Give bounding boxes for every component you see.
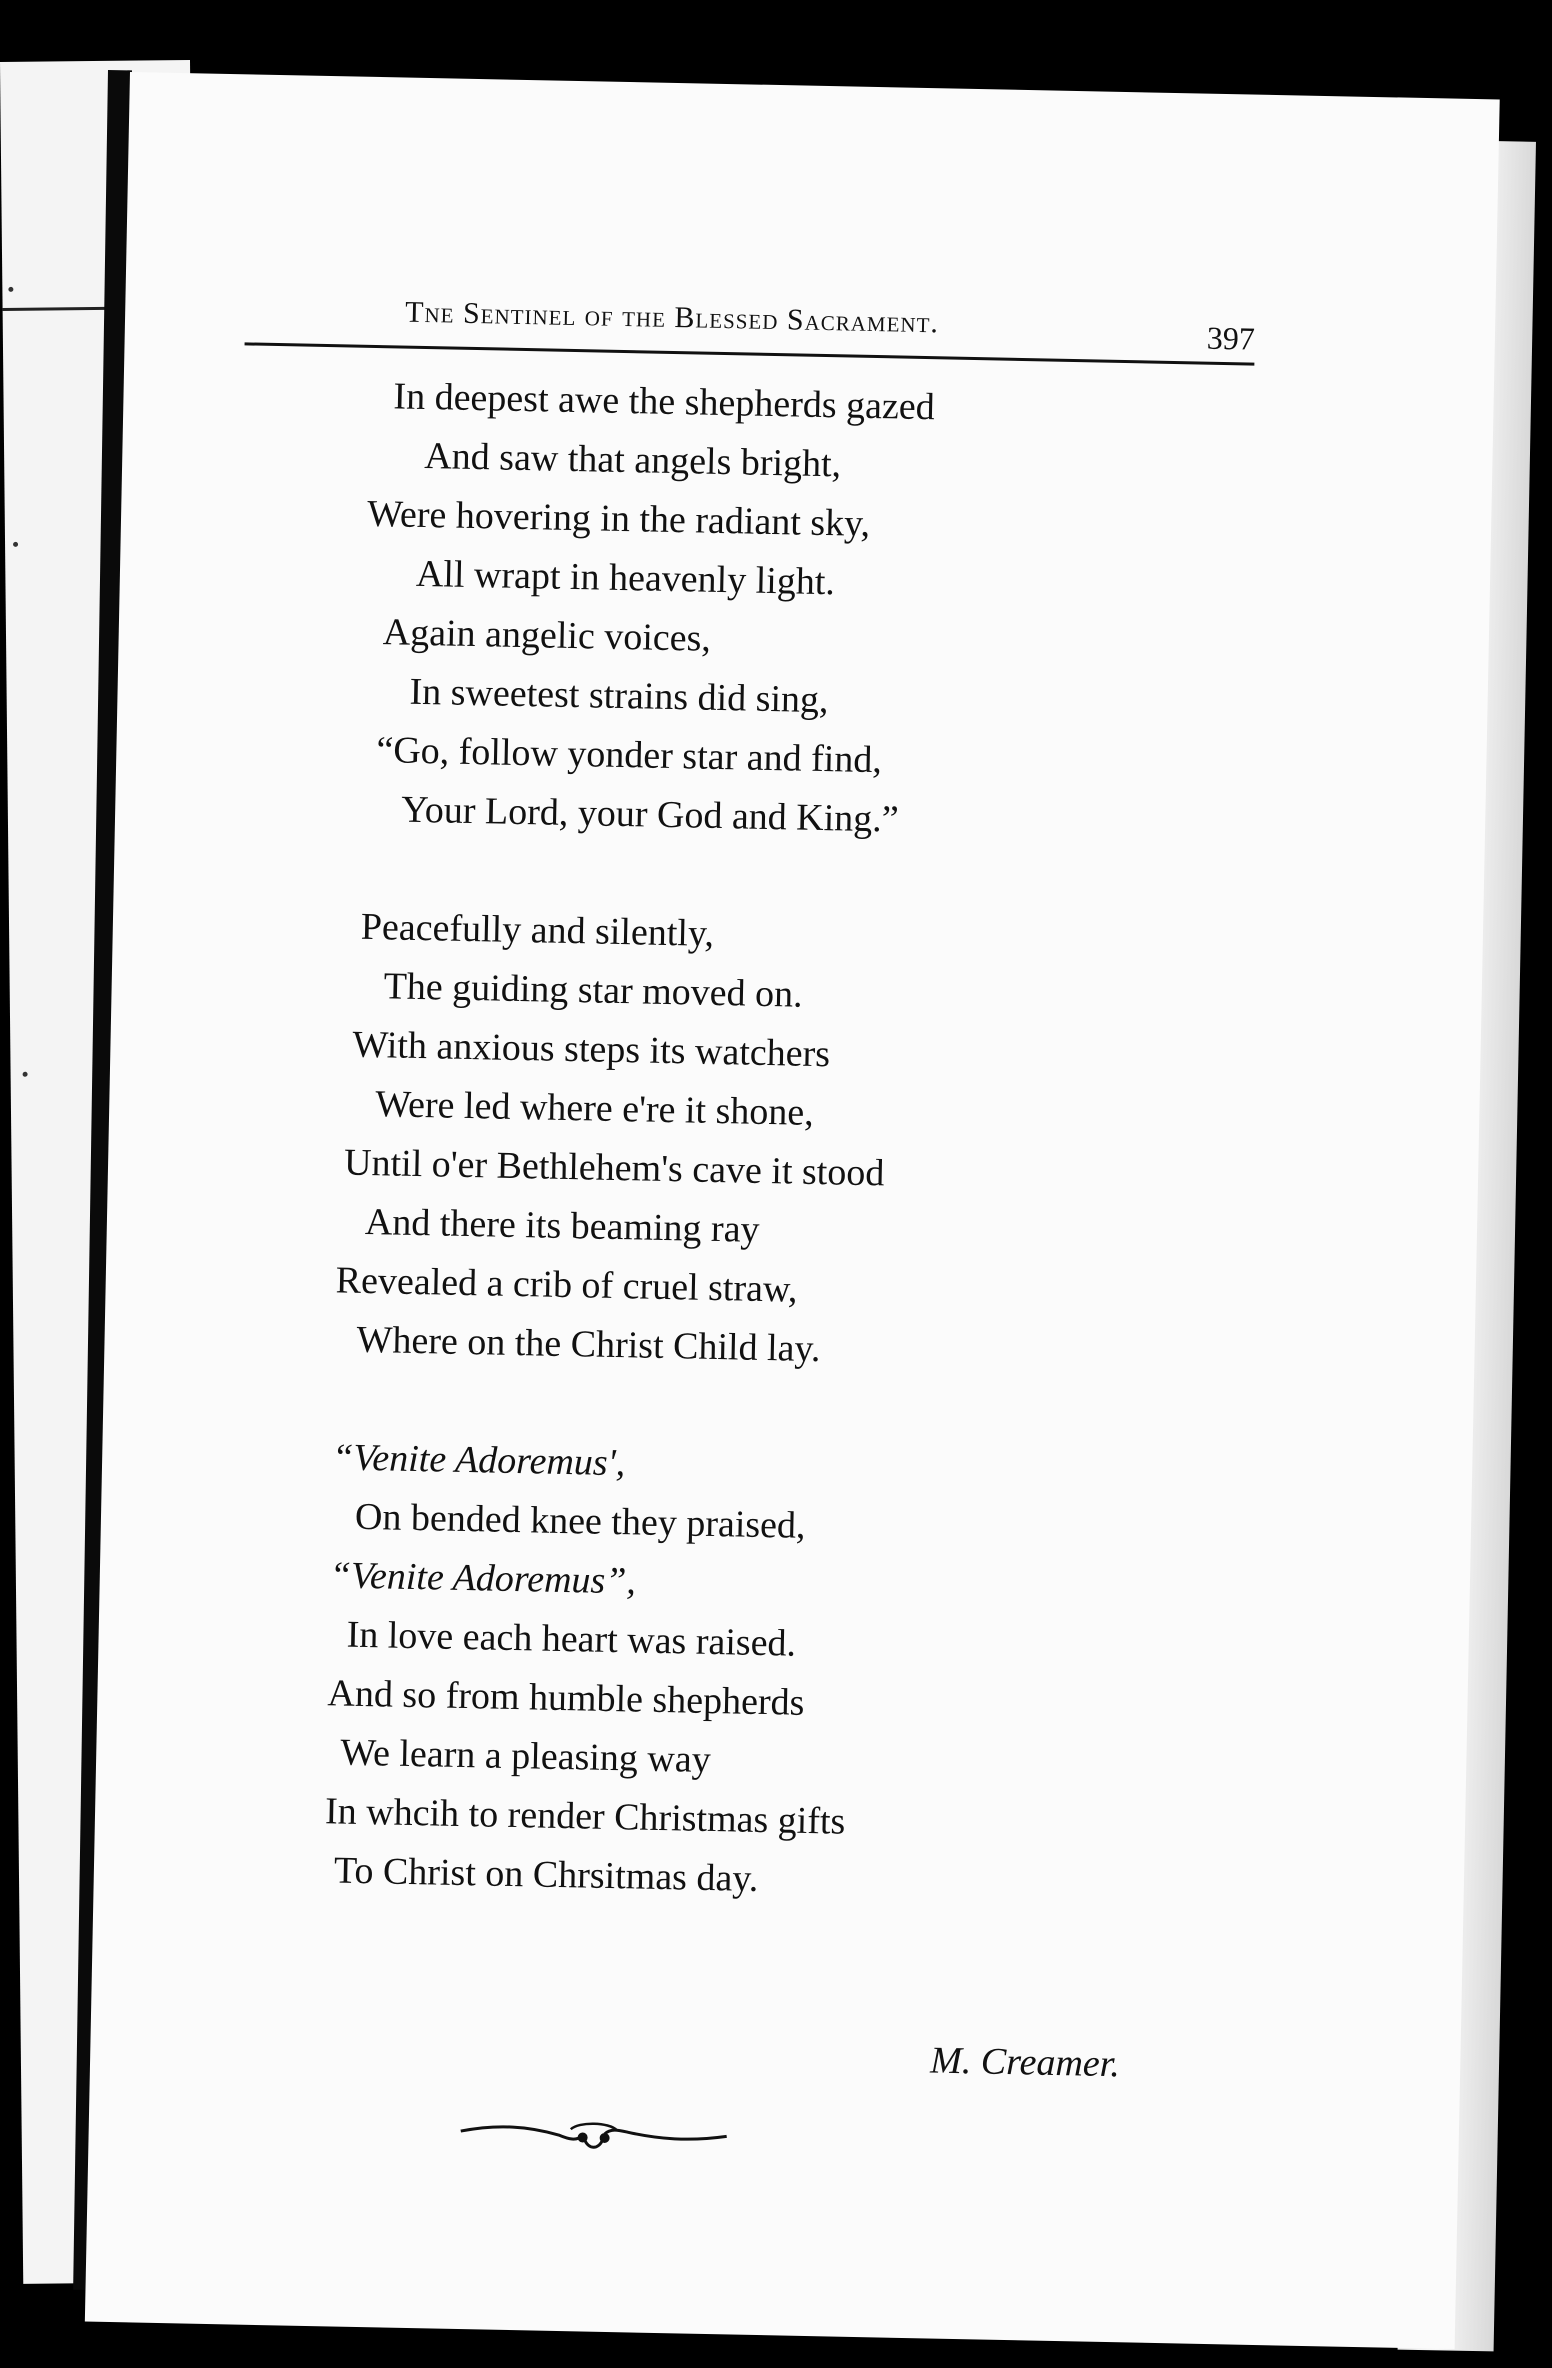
poem-line: “Venite Adoremus', [331, 1436, 626, 1485]
poem-line: Were led where e're it shone, [374, 1083, 815, 1134]
poem-line: With anxious steps its watchers [352, 1023, 831, 1076]
poem-line: In love each heart was raised. [346, 1613, 797, 1665]
speck [8, 287, 13, 292]
running-header [245, 292, 1256, 357]
book-page [85, 72, 1500, 2349]
poem-line: The guiding star moved on. [383, 965, 804, 1016]
poem-line: And so from humble shepherds [327, 1672, 805, 1724]
poem-line: In deepest awe the shepherds gazed [393, 375, 936, 429]
header-rule [245, 342, 1255, 365]
poem-line: Again angelic voices, [382, 611, 712, 660]
running-title: Tne Sentinel of the Blessed Sacrament. [404, 295, 940, 340]
poem-line: Revealed a crib of cruel straw, [335, 1259, 798, 1311]
poem-line: In whcih to render Christmas gifts [324, 1790, 846, 1843]
poem-line: We learn a pleasing way [339, 1731, 712, 1781]
poem-line: All wrapt in heavenly light. [415, 552, 836, 604]
poem-line: “Venite Adoremus”, [329, 1554, 637, 1603]
ornament-flourish-icon [458, 2109, 729, 2158]
page-number: 397 [1206, 319, 1256, 357]
poem-line: To Christ on Chrsitmas day. [333, 1849, 759, 1900]
poem-line: And there its beaming ray [364, 1200, 760, 1251]
poem-line: Were hovering in the radiant sky, [366, 492, 871, 545]
poem [323, 367, 1254, 1919]
poem-line: In sweetest strains did sing, [409, 670, 829, 722]
poem-author: M. Creamer. [929, 2039, 1121, 2086]
poem-line: Your Lord, your God and King.” [400, 788, 900, 841]
poem-line: Where on the Christ Child lay. [356, 1318, 821, 1371]
poem-line: “Go, follow yonder star and find, [376, 729, 883, 782]
poem-line: On bended knee they praised, [354, 1495, 806, 1547]
poem-line: Until o'er Bethlehem's cave it stood [343, 1141, 885, 1195]
poem-line: Peacefully and silently, [360, 905, 715, 955]
speck [23, 1072, 28, 1077]
speck [13, 542, 18, 547]
poem-line: And saw that angels bright, [423, 434, 842, 486]
